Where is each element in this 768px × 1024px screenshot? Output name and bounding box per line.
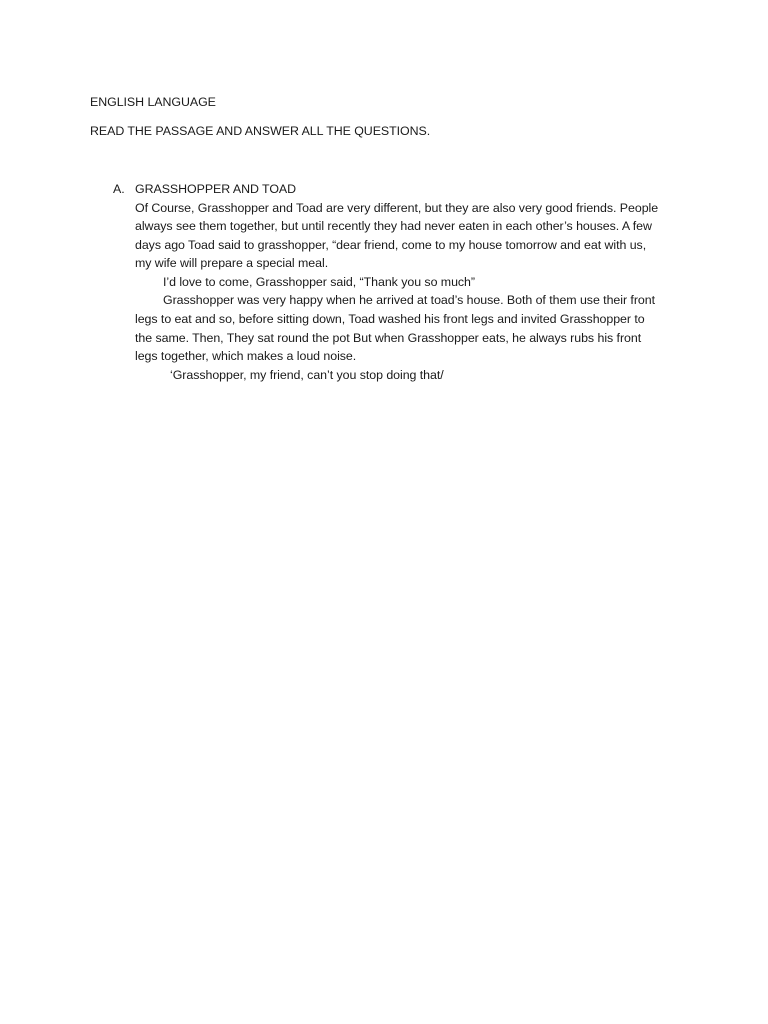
passage-line: legs to eat and so, before sitting down, Toad washed his front legs and invited Grasshopper to bbox=[135, 312, 645, 327]
passage-line: days ago Toad said to grasshopper, “dear friend, come to my house tomorrow and eat with us, bbox=[135, 237, 647, 252]
passage-line: my wife will prepare a special meal. bbox=[135, 256, 329, 271]
passage-line: ‘Grasshopper, my friend, can’t you stop doing that/ bbox=[170, 367, 444, 382]
document-title: ENGLISH LANGUAGE bbox=[90, 95, 216, 109]
passage-line: Of Course, Grasshopper and Toad are very different, but they are also very good friends. People bbox=[135, 200, 659, 215]
section-title: GRASSHOPPER AND TOAD bbox=[135, 182, 297, 196]
passage-line: Grasshopper was very happy when he arrived at toad’s house. Both of them use their front bbox=[163, 293, 655, 308]
passage-text bbox=[135, 199, 680, 385]
passage-line: I’d love to come, Grasshopper said, “Thank you so much” bbox=[163, 274, 475, 289]
passage-line: always see them together, but until recently they had never eaten in each other’s houses. A few bbox=[135, 219, 652, 234]
section-list-marker: A. bbox=[113, 182, 125, 196]
instructions-text: READ THE PASSAGE AND ANSWER ALL THE QUESTIONS. bbox=[90, 124, 431, 138]
passage-line: legs together, which makes a loud noise. bbox=[135, 349, 357, 364]
passage-line: the same. Then, They sat round the pot But when Grasshopper eats, he always rubs his front bbox=[135, 330, 642, 345]
